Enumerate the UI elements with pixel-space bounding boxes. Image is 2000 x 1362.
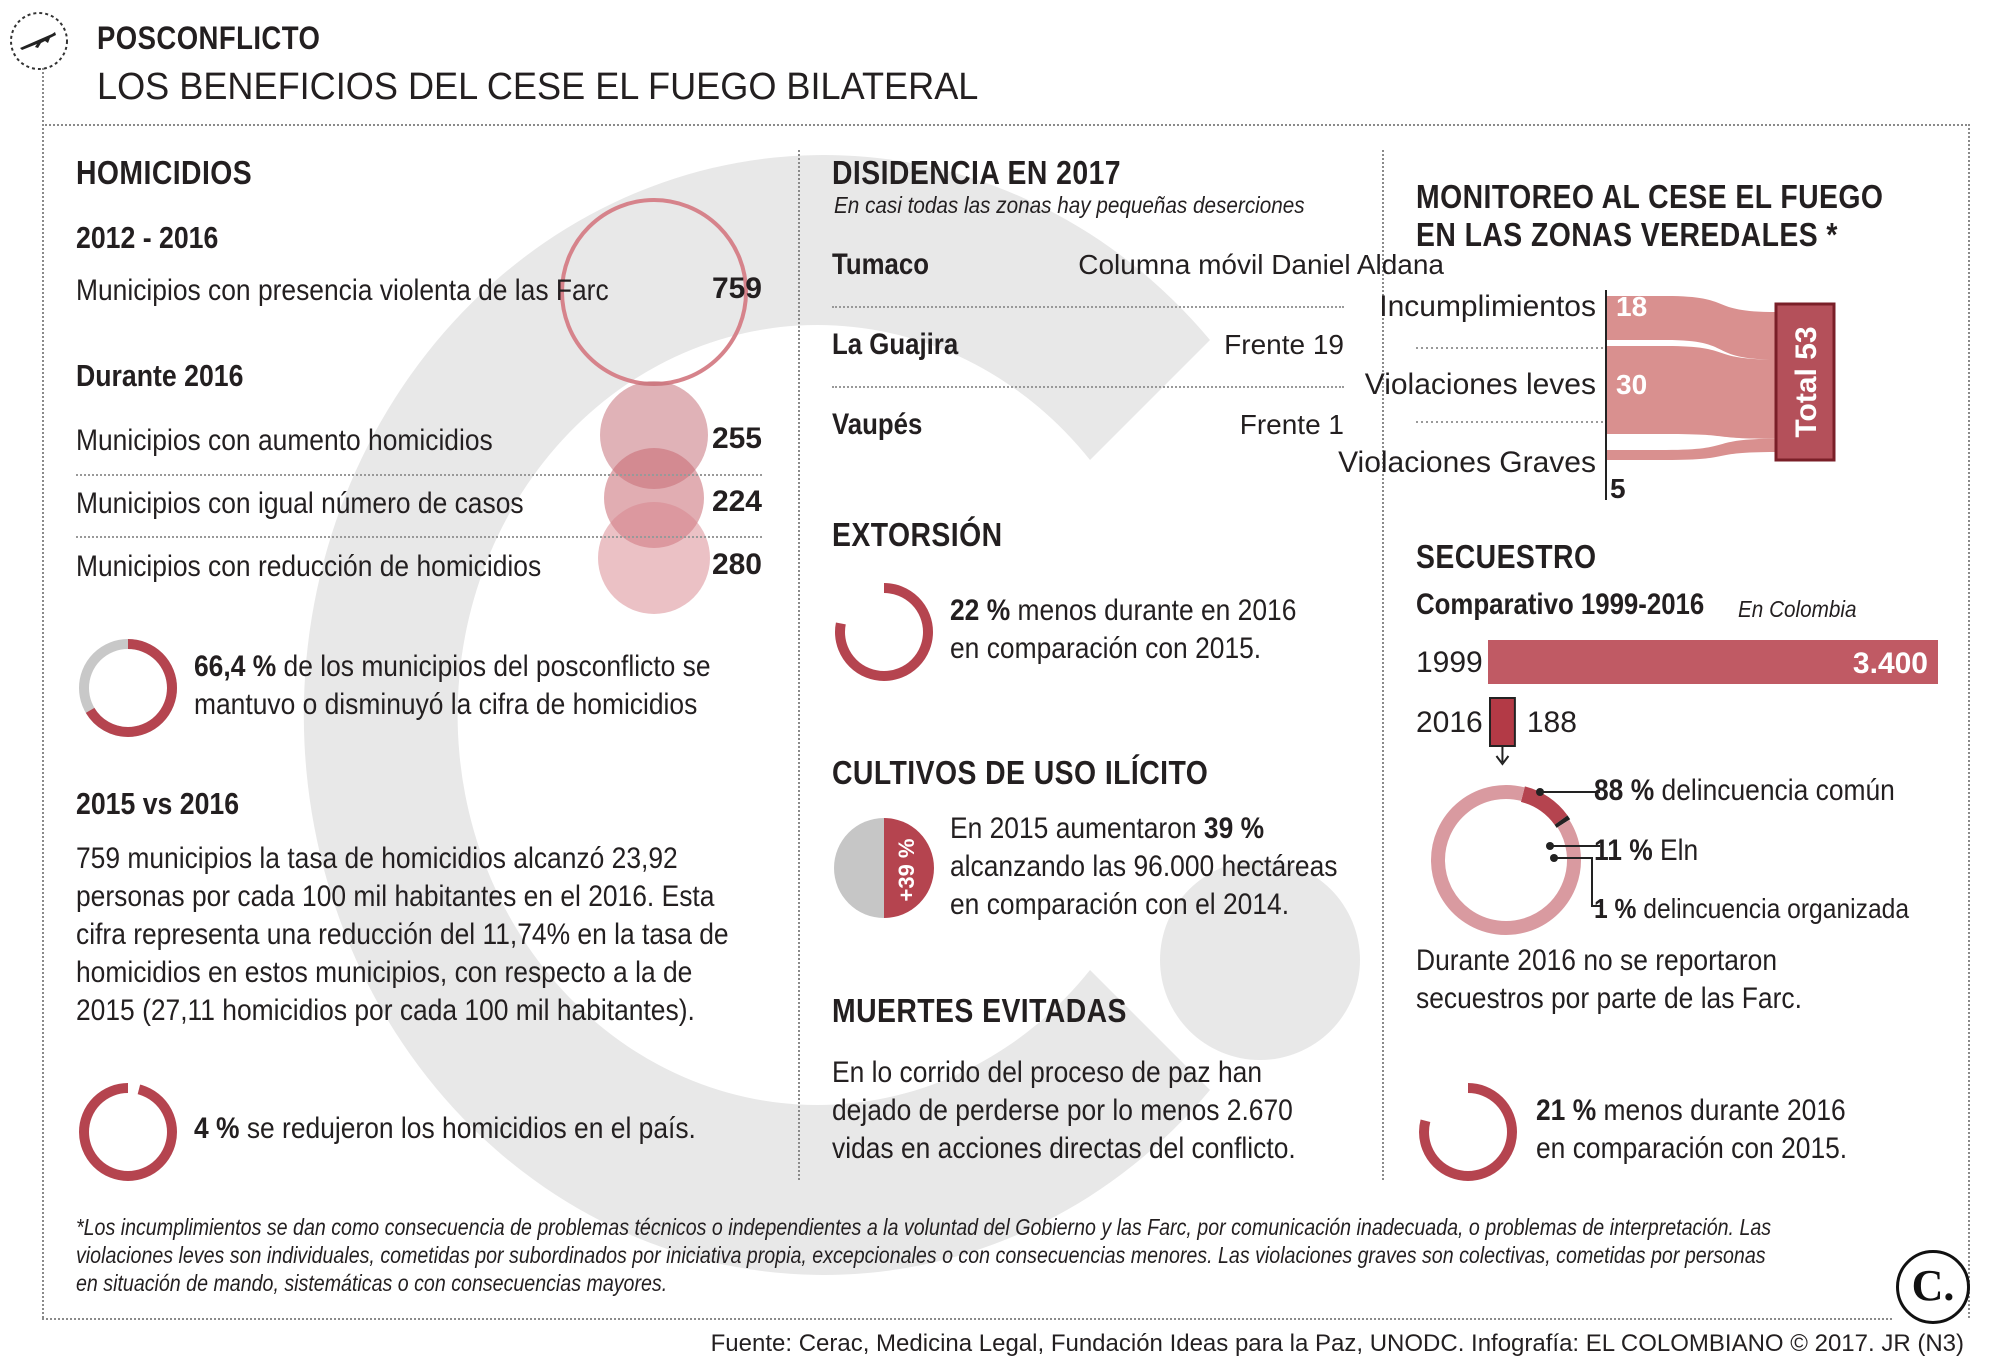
homicidios-period-1: 2012 - 2016 <box>76 220 219 255</box>
secuestro-bottom-text: menos durante 2016 <box>1596 1094 1846 1127</box>
monitoreo-label-0: Incumplimientos <box>1379 290 1596 323</box>
dis-place-1: Tumaco <box>832 248 930 281</box>
cultivos-badge: +39 % <box>894 838 919 902</box>
vs-line-4: homicidios en estos municipios, con respecto a la de <box>76 956 693 989</box>
monitoreo-value-2: 5 <box>1610 473 1626 504</box>
monitoreo-label-1: Violaciones leves <box>1364 368 1596 401</box>
bar-2016 <box>1490 698 1515 746</box>
monitoreo-label-2: Violaciones Graves <box>1338 446 1596 479</box>
secuestro-bottom-bold: 21 % <box>1536 1094 1597 1127</box>
secuestro-subtitle-bold: Comparativo 1999-2016 <box>1416 588 1705 621</box>
vs-line-5: 2015 (27,11 homicidios por cada 100 mil habitantes). <box>76 994 695 1027</box>
monitoreo-title-1: MONITOREO AL CESE EL FUEGO <box>1416 178 1884 215</box>
muertes-line-2: dejado de perderse por lo menos 2.670 <box>832 1094 1293 1127</box>
row-aumento-label: Municipios con aumento homicidios <box>76 424 493 457</box>
muertes-title: MUERTES EVITADAS <box>832 992 1127 1029</box>
secuestro-subtitle <box>1416 588 1751 622</box>
extorsion-text: menos durante en 2016 <box>1010 594 1297 627</box>
pct-66-text: de los municipios del posconflicto se <box>276 650 711 683</box>
secuestro-note-1: Durante 2016 no se reportaron <box>1416 944 1778 977</box>
dis-place-2: La Guajira <box>832 328 959 361</box>
breakdown-2-text: Eln <box>1652 834 1699 867</box>
el-colombiano-logo <box>1896 1250 1970 1324</box>
source-credit: Fuente: Cerac, Medicina Legal, Fundación Ideas para la Paz, UNODC. Infografía: EL COLOMBIANO © 2017. JR (N3) <box>710 1330 1964 1357</box>
breakdown-1-bold: 88 % <box>1594 774 1655 807</box>
cultivos-line-2: alcanzando las 96.000 hectáreas <box>950 850 1338 883</box>
vs-line-2: personas por cada 100 mil habitantes en el 2016. Esta <box>76 880 715 913</box>
vs-title: 2015 vs 2016 <box>76 786 240 821</box>
header-title: LOS BENEFICIOS DEL CESE EL FUEGO BILATERAL <box>97 66 979 108</box>
country-text: se redujeron los homicidios en el país. <box>239 1112 696 1145</box>
rifle-badge-icon <box>8 10 70 72</box>
donut-66 <box>76 636 180 740</box>
pct-66-line-1 <box>194 648 711 686</box>
dis-separator <box>832 306 1344 308</box>
breakdown-1 <box>1594 772 1895 810</box>
footnote-line-2: violaciones leves son individuales, cometidas por subordinados por iniciativa propia, excepcionales o con consecuencias menores. Las violaciones graves son colectivas, cometidas por personas <box>76 1242 1766 1268</box>
secuestro-bars <box>1416 630 1946 770</box>
footnote-line-3: en situación de mando, sistemáticas o con consecuencias mayores. <box>76 1270 668 1296</box>
breakdown-3 <box>1594 890 1909 928</box>
monitoreo-total-label: Total 53 <box>1790 326 1823 438</box>
extorsion-title: EXTORSIÓN <box>832 516 1003 553</box>
secuestro-bottom-line-2: en comparación con 2015. <box>1536 1132 1848 1165</box>
breakdown-3-text: delincuencia organizada <box>1636 893 1910 924</box>
cultivos-bold: 39 % <box>1203 812 1265 845</box>
row-reduccion-value: 280 <box>711 548 762 581</box>
pct-66-line-2: mantuvo o disminuyó la cifra de homicidios <box>194 688 698 721</box>
presence-value: 759 <box>711 272 762 305</box>
frame-bottom <box>42 1318 1892 1320</box>
row-reduccion-label: Municipios con reducción de homicidios <box>76 550 542 583</box>
bar-value-1999: 3.400 <box>1852 647 1928 680</box>
frame-left <box>42 68 44 1318</box>
bar-2016-arrow <box>1496 746 1508 764</box>
flow-violaciones-graves <box>1606 439 1776 460</box>
donut-4 <box>76 1080 180 1184</box>
dis-separator <box>832 386 1344 388</box>
cultivos-line-1 <box>950 810 1264 848</box>
country-bold: 4 % <box>194 1112 240 1145</box>
presence-label: Municipios con presencia violenta de las Farc <box>76 274 609 307</box>
bar-label-2016: 2016 <box>1416 706 1483 739</box>
dis-place-3: Vaupés <box>832 408 923 441</box>
monitoreo-value-1: 30 <box>1616 369 1648 400</box>
secuestro-note-2: secuestros por parte de las Farc. <box>1416 982 1802 1015</box>
breakdown-2 <box>1594 832 1698 870</box>
row-igual-label: Municipios con igual número de casos <box>76 487 524 520</box>
header-kicker: POSCONFLICTO <box>97 20 321 56</box>
vs-line-1: 759 municipios la tasa de homicidios alcanzó 23,92 <box>76 842 678 875</box>
country-reduction <box>194 1110 696 1148</box>
bar-label-1999: 1999 <box>1416 646 1483 679</box>
logo-letter: C. <box>1911 1261 1955 1310</box>
row-igual-value: 224 <box>711 485 762 518</box>
extorsion-line-2: en comparación con 2015. <box>950 632 1262 665</box>
column-divider-1 <box>798 150 800 1180</box>
muertes-line-3: vidas en acciones directas del conflicto. <box>832 1132 1296 1165</box>
disidencia-subtitle: En casi todas las zonas hay pequeñas deserciones <box>834 192 1305 218</box>
cultivos-half-circle <box>832 816 936 920</box>
disidencia-title: DISIDENCIA EN 2017 <box>832 154 1122 191</box>
secuestro-bottom-line-1 <box>1536 1092 1846 1130</box>
cultivos-pre: En 2015 aumentaron <box>950 812 1204 845</box>
cultivos-line-3: en comparación con el 2014. <box>950 888 1290 921</box>
monitoreo-title-2: EN LAS ZONAS VEREDALES * <box>1416 216 1838 253</box>
muertes-line-1: En lo corrido del proceso de paz han <box>832 1056 1263 1089</box>
vs-line-3: cifra representa una reducción del 11,74% en la tasa de <box>76 918 729 951</box>
monitoreo-chart <box>1338 290 1936 510</box>
frame-right <box>1968 124 1970 1318</box>
secuestro-title: SECUESTRO <box>1416 538 1597 575</box>
donut-21 <box>1416 1080 1520 1184</box>
donut-22 <box>832 580 936 684</box>
homicidios-title: HOMICIDIOS <box>76 154 253 191</box>
cultivos-title: CULTIVOS DE USO ILÍCITO <box>832 754 1209 791</box>
homicidios-period-2: Durante 2016 <box>76 358 244 393</box>
bar-value-2016: 188 <box>1526 706 1577 739</box>
extorsion-bold: 22 % <box>950 594 1011 627</box>
row-separator <box>76 536 762 538</box>
row-separator <box>76 474 762 476</box>
monitoreo-value-0: 18 <box>1616 291 1648 322</box>
breakdown-3-bold: 1 % <box>1594 893 1637 924</box>
pct-66-bold: 66,4 % <box>194 650 277 683</box>
secuestro-subtitle-italic: En Colombia <box>1738 596 1857 622</box>
dis-group-3: Frente 1 <box>1239 409 1344 440</box>
frame-top <box>42 124 1970 126</box>
dis-group-1: Columna móvil Daniel Aldana <box>1078 249 1444 280</box>
breakdown-2-bold: 11 % <box>1594 834 1653 867</box>
footnote-line-1: *Los incumplimientos se dan como consecuencia de problemas técnicos o independientes a la voluntad del Gobierno y las Farc, por comunicación inadecuada, o problemas de interpretación. Las <box>76 1214 1772 1240</box>
dis-group-2: Frente 19 <box>1224 329 1344 360</box>
row-aumento-value: 255 <box>711 422 762 455</box>
breakdown-1-text: delincuencia común <box>1654 774 1895 807</box>
extorsion-line-1 <box>950 592 1296 630</box>
